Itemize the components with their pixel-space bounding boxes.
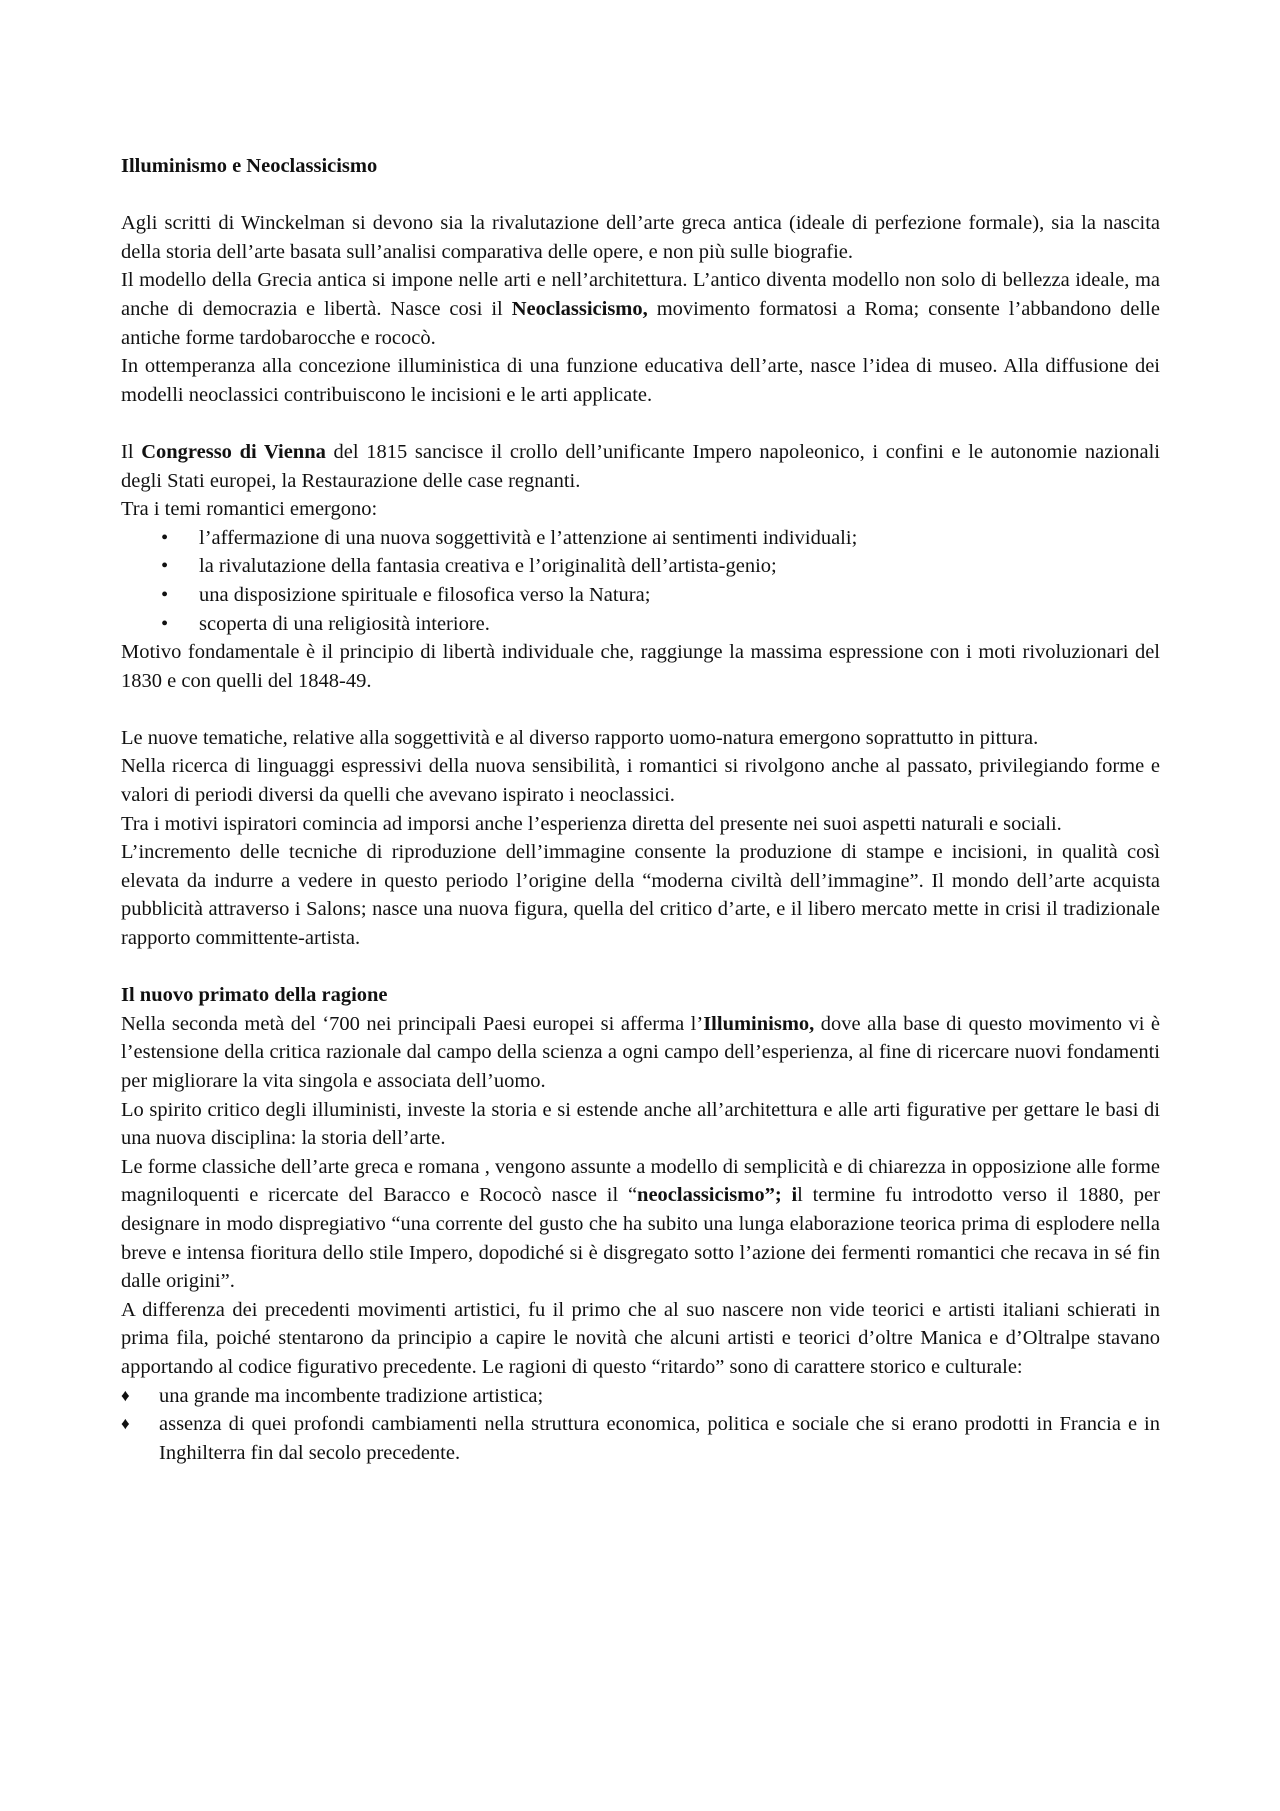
paragraph: Le nuove tematiche, relative alla soggettività e al diverso rapporto uomo-natura emergono soprattutto in pittura. <box>121 726 1039 749</box>
spacer <box>121 695 1160 724</box>
list-item <box>121 610 1160 639</box>
paragraph: L’incremento delle tecniche di riproduzione dell’immagine consente la produzione di stampe e incisioni, in qualità così elevata da indurre a vedere in questo periodo l’origine della “moderna civiltà dell’immagine”. Il mondo dell’arte acquista pubblicità attraverso i Salons; nasce una nuova figura, quella del critico d’arte, e il libero mercato mette in crisi il tradizionale rapporto committente-artista. <box>121 841 1160 950</box>
bullet-icon: • <box>161 555 169 578</box>
bullet-icon: • <box>161 583 169 606</box>
paragraph: A differenza dei precedenti movimenti artistici, fu il primo che al suo nascere non vide teorici e artisti italiani schierati in prima fila, poiché stentarono da principio a capire le novità che alcuni artisti e teorici d’oltre Manica e d’Oltralpe stavano apportando al codice figurativo precedente. Le ragioni di questo “ritardo” sono di carattere storico e culturale: <box>121 1298 1160 1378</box>
bold-text: Neoclassicismo, <box>511 297 648 320</box>
paragraph: Nella ricerca di linguaggi espressivi della nuova sensibilità, i romantici si rivolgono anche al passato, privilegiando forme e valori di periodi diversi da quelli che avevano ispirato i neoclassici. <box>121 755 1160 807</box>
reasons-list <box>121 1382 1160 1468</box>
bullet-icon: • <box>161 612 169 635</box>
diamond-bullet-icon: ♦ <box>121 1385 130 1405</box>
paragraph: Motivo fondamentale è il principio di libertà individuale che, raggiunge la massima espressione con i moti rivoluzionari del 1830 e con quelli del 1848-49. <box>121 641 1160 692</box>
bullet-icon: • <box>161 526 169 549</box>
list-item <box>121 1382 1160 1411</box>
list-item <box>121 552 1160 581</box>
paragraph: Tra i motivi ispiratori comincia ad imporsi anche l’esperienza diretta del presente nei suoi aspetti naturali e sociali. <box>121 812 1062 835</box>
paragraph: Lo spirito critico degli illuministi, investe la storia e si estende anche all’architettura e alle arti figurative per gettare le basi di una nuova disciplina: la storia dell’arte. <box>121 1098 1160 1150</box>
paragraph <box>121 266 1160 352</box>
list-item <box>121 524 1160 553</box>
paragraph: Agli scritti di Winckelman si devono sia la rivalutazione dell’arte greca antica (ideale di perfezione formale), sia la nascita della storia dell’arte basata sull’analisi comparativa delle opere, e non più sulle biografie. <box>121 212 1160 263</box>
text: Le forme classiche dell’arte greca e romana , vengono assunte a modello di semplicità e di chiarezza in opposizione alle forme magniloquenti e ricercate del Baracco e Rococò nasce il “ <box>121 1155 1160 1207</box>
list-intro: Tra i temi romantici emergono: <box>121 498 378 521</box>
document-title: Illuminismo e Neoclassicismo <box>121 155 378 177</box>
paragraph <box>121 438 1160 495</box>
text: del 1815 sancisce il crollo dell’unificante Impero napoleonico, i confini e le autonomie nazionali degli Stati europei, la Restaurazione delle case regnanti. <box>121 440 1160 492</box>
document-page <box>121 152 1160 1467</box>
text: movimento formatosi a Roma; consente l’abbandono delle antiche forme tardobarocche e rococò. <box>121 297 1160 349</box>
list-item-text: la rivalutazione della fantasia creativa e l’originalità dell’artista-genio; <box>199 555 777 578</box>
paragraph <box>121 1153 1160 1296</box>
list-item-text: una grande ma incombente tradizione artistica; <box>159 1384 544 1407</box>
list-item <box>121 581 1160 610</box>
spacer <box>121 953 1160 982</box>
spacer <box>121 181 1160 210</box>
bold-text: neoclassicismo”; i <box>637 1184 798 1207</box>
spacer <box>121 409 1160 438</box>
text: dove alla base di questo movimento vi è l’estensione della critica razionale dal campo della scienza a ogni campo dell’esperienza, al fine di ricercare nuovi fondamenti per migliorare la vita singola e associata dell’uomo. <box>121 1012 1160 1092</box>
list-item-text: assenza di quei profondi cambiamenti nella struttura economica, politica e sociale che si erano prodotti in Francia e in Inghilterra fin dal secolo precedente. <box>159 1413 1160 1464</box>
list-item <box>121 1410 1160 1467</box>
paragraph <box>121 1010 1160 1096</box>
list-item-text: una disposizione spirituale e filosofica verso la Natura; <box>199 583 651 606</box>
list-item-text: scoperta di una religiosità interiore. <box>199 612 490 635</box>
section-heading: Il nuovo primato della ragione <box>121 984 388 1007</box>
paragraph: In ottemperanza alla concezione illuministica di una funzione educativa dell’arte, nasce l’idea di museo. Alla diffusione dei modelli neoclassici contribuiscono le incisioni e le arti applicate. <box>121 355 1160 406</box>
list-item-text: l’affermazione di una nuova soggettività e l’attenzione ai sentimenti individuali; <box>199 526 858 549</box>
text: l termine fu introdotto verso il 1880, per designare in modo dispregiativo “una corrente del gusto che ha subito una lunga elaborazione teorica prima di esplodere nella breve e intensa fioritura dello stile Impero, dopodiché si è disgregato sotto l’azione dei fermenti romantici che recava in sé fin dalle origini”. <box>121 1184 1160 1293</box>
bold-text: Congresso di Vienna <box>141 440 326 463</box>
text: Il <box>121 440 142 463</box>
romantic-themes-list <box>121 524 1160 638</box>
bold-text: Illuminismo, <box>703 1012 815 1035</box>
text: Nella seconda metà del ‘700 nei principali Paesi europei si afferma l’ <box>121 1012 704 1035</box>
diamond-bullet-icon: ♦ <box>121 1414 130 1434</box>
text: Il modello della Grecia antica si impone nelle arti e nell’architettura. L’antico diventa modello non solo di bellezza ideale, ma anche di democrazia e libertà. Nasce cosi il <box>121 269 1160 320</box>
